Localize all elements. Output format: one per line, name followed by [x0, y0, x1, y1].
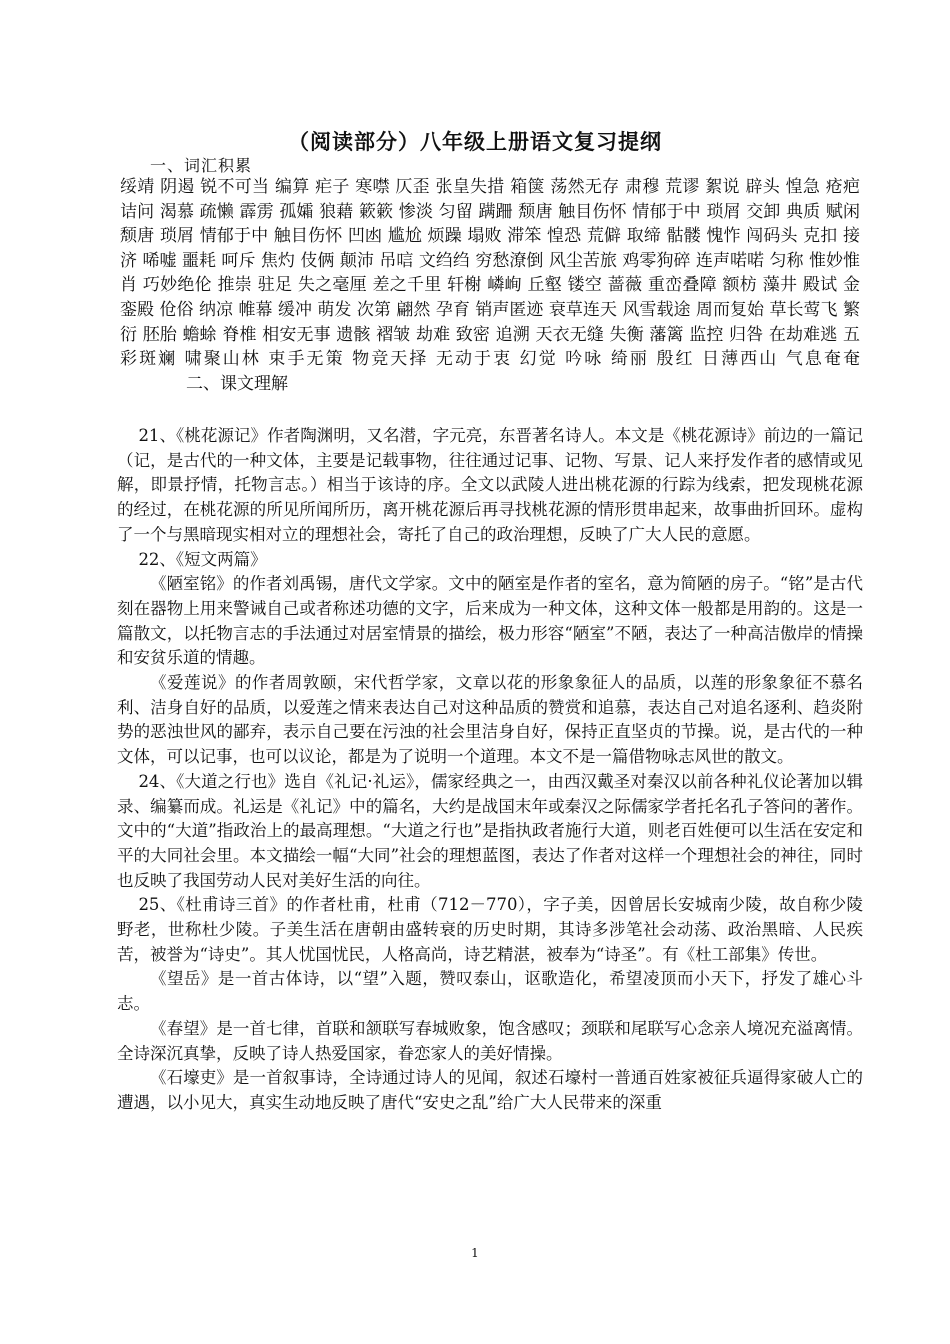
paragraph-loushiming: 《陋室铭》的作者刘禹锡，唐代文学家。文中的陋室是作者的室名，意为简陋的房子。“铭”是古代刻在器物上用来警诫自己或者称述功德的文字，后来成为一种文体，这种文体一般都是用韵的。这是一篇散文，以托物言志的手法通过对居室情景的描绘，极力形容“陋室”不陋，表达了一种高洁傲岸的情操和安贫乐道的情趣。 — [117, 574, 863, 668]
paragraph-25: 25、《杜甫诗三首》的作者杜甫，杜甫（712－770），字子美，因曾居长安城南少陵，故自称少陵野老，世称杜少陵。子美生活在唐朝由盛转衰的历史时期，其诗多涉笔社会动荡、政治黑暗、人民疾苦，被誉为“诗史”。其人忧国忧民，人格高尚，诗艺精湛，被奉为“诗圣”。有《杜工部集》传世。 — [117, 895, 863, 964]
paragraph-shihaoli: 《石壕吏》是一首叙事诗，全诗通过诗人的见闻，叙述石壕村一普通百姓家被征兵逼得家破人亡的遭遇，以小见大，真实生动地反映了唐代“安史之乱”给广大人民带来的深重 — [117, 1068, 863, 1112]
paragraph-ailianshuo: 《爱莲说》的作者周敦颐，宋代哲学家，文章以花的形象象征人的品质，以莲的形象象征不慕名利、洁身自好的品质，以爱莲之情来表达自己对这种品质的赞赏和追慕，表达自己对追名逐利、趋炎附势的恶浊世风的鄙弃，表示自己要在污浊的社会里洁身自好，保持正直坚贞的节操。说，是古代的一种文体，可以记事，也可以议论，都是为了说明一个道理。本文不是一篇借物咏志风世的散文。 — [117, 673, 863, 767]
paragraph-wangyue: 《望岳》是一首古体诗，以“望”入题，赞叹泰山，讴歌造化，希望凌顶而小天下，抒发了雄心斗志。 — [117, 969, 863, 1014]
page-number: 1 — [471, 1246, 479, 1260]
paragraph-22-heading: 22、《短文两篇》 — [138, 549, 267, 569]
section-heading-comprehension: 二、课文理解 — [186, 373, 288, 394]
comprehension-body — [117, 424, 863, 1116]
vocabulary-text: 绥靖 阴遏 锐不可当 编算 疟子 寒噤 仄歪 张皇失措 箱箧 荡然无存 肃穆 荒谬 絮说 辟头 惶急 疮疤 诘问 渴慕 疏懒 霹雳 孤孀 狼藉 簌簌 惨淡 匀留 蹒跚 颓唐 触目伤怀 情郁于中 琐屑 交卸 典质 赋闲 颓唐 琐屑 情郁于中 触目伤怀 凹凼 尴尬 烦躁 塌败 滞笨 惶恐 荒僻 取缔 骷髅 愧怍 闯码头 克扣 接济 唏嘘 噩耗 呵斥 焦灼 伎俩 颠沛 吊唁 文绉绉 穷愁潦倒 风尘苦旅 鸡零狗碎 连声喏喏 匀称 惟妙惟肖 巧妙绝伦 推崇 驻足 失之毫厘 差之千里 轩榭 嶙峋 丘壑 镂空 蔷薇 重峦叠障 额枋 藻井 殿试 金銮殿 伧俗 纳凉 帷幕 缓冲 萌发 次第 翩然 孕育 销声匿迹 衰草连天 风雪载途 周而复始 草长莺飞 繁衍 胚胎 蟾蜍 脊椎 相安无事 遗骸 褶皱 劫难 致密 追溯 天衣无缝 失衡 藩篱 监控 归咎 在劫难逃 五彩斑斓 啸聚山林 束手无策 物竞天择 无动于衷 幻觉 吟咏 绮丽 殷红 日薄西山 气息奄奄 — [120, 177, 860, 370]
paragraph-chunwang: 《春望》是一首七律，首联和颔联写春城败象，饱含感叹；颈联和尾联写心念亲人境况充溢离情。全诗深沉真挚，反映了诗人热爱国家，眷恋家人的美好情操。 — [117, 1018, 863, 1063]
paragraph-21: 21、《桃花源记》作者陶渊明，又名潜，字元亮，东晋著名诗人。本文是《桃花源诗》前边的一篇记（记，是古代的一种文体，主要是记载事物，往往通过记事、记物、写景、记人来抒发作者的感情或见解，即景抒情，托物言志。）相当于该诗的序。全文以武陵人进出桃花源的行踪为线索，把发现桃花源的经过，在桃花源的所见所闻所历，离开桃花源后再寻找桃花源的情形贯串起来，故事曲折回环。虚构了一个与黑暗现实相对立的理想社会，寄托了自己的政治理想，反映了广大人民的意愿。 — [117, 426, 863, 544]
paragraph-24: 24、《大道之行也》选自《礼记·礼运》，儒家经典之一，由西汉戴圣对秦汉以前各种礼仪论著加以辑录、编纂而成。礼运是《礼记》中的篇名，大约是战国末年或秦汉之际儒家学者托名孔子答问的著作。文中的“大道”指政治上的最高理想。“大道之行也”是指执政者施行大道，则老百姓便可以生活在安定和平的大同社会里。本文描绘一幅“大同”社会的理想蓝图，表达了作者对这样一个理想社会的神往，同时也反映了我国劳动人民对美好生活的向往。 — [117, 771, 863, 890]
vocabulary-list — [120, 175, 860, 396]
page-title: （阅读部分）八年级上册语文复习提纲 — [288, 129, 662, 154]
section-heading-vocabulary: 一、词汇积累 — [150, 156, 253, 175]
